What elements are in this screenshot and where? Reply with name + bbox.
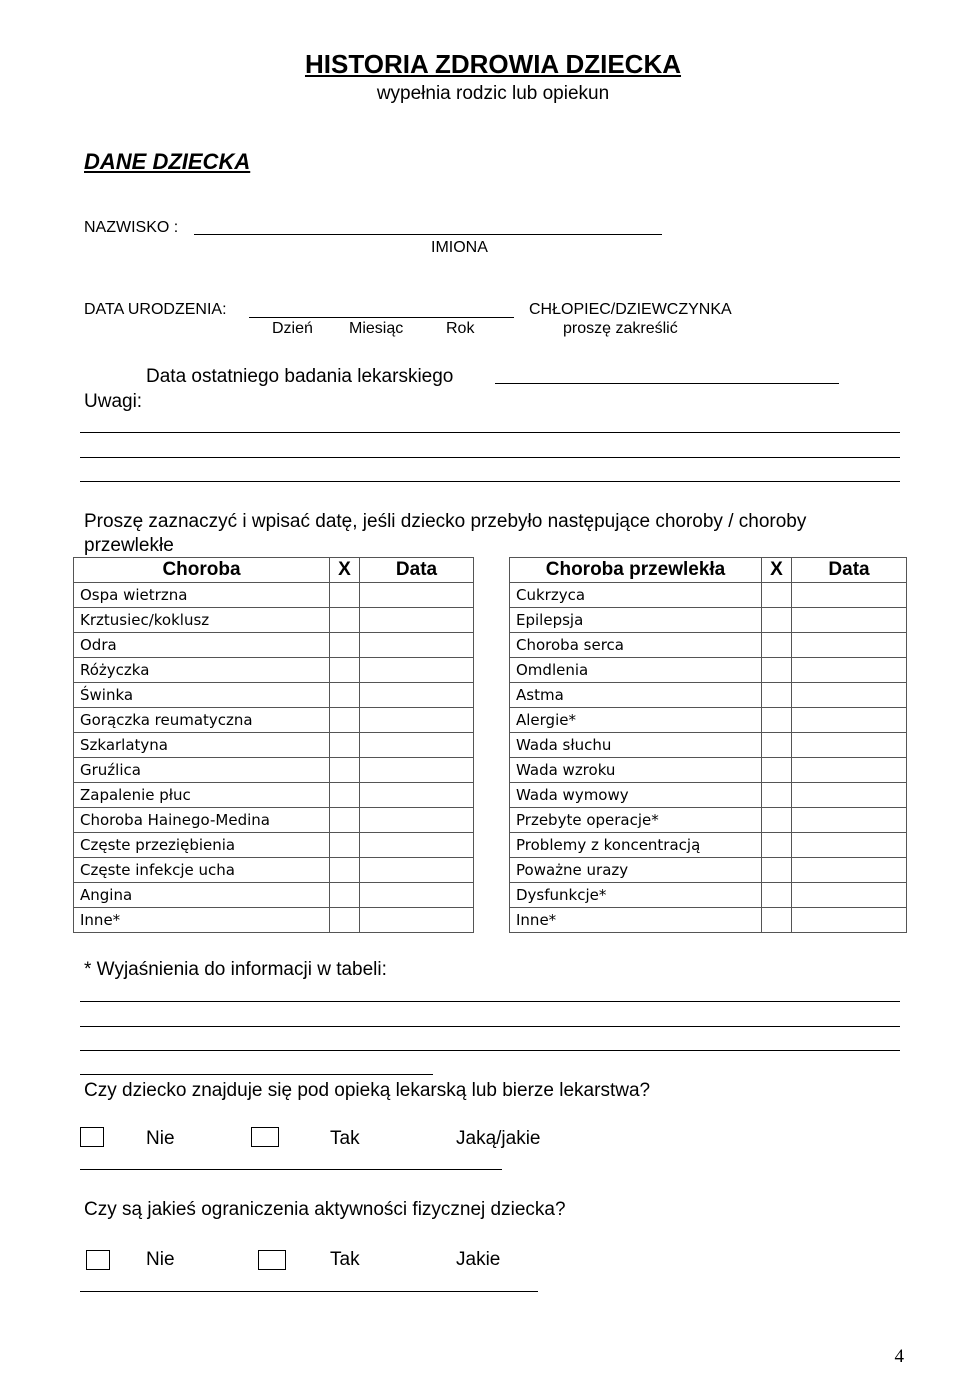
page-number: 4: [894, 1346, 904, 1367]
disease-check-cell[interactable]: [762, 633, 792, 658]
disease-check-cell[interactable]: [330, 783, 360, 808]
q1-which-label: Jaką/jakie: [456, 1128, 541, 1149]
disease-check-cell[interactable]: [762, 758, 792, 783]
table-row: [510, 908, 907, 933]
disease-check-cell[interactable]: [330, 608, 360, 633]
disease-check-cell[interactable]: [762, 833, 792, 858]
cross-out-hint: proszę zakreślić: [563, 320, 678, 337]
disease-date-cell[interactable]: [360, 658, 474, 683]
table-row: [74, 708, 474, 733]
diseases-table: [73, 557, 474, 933]
header-disease: Choroba: [74, 558, 330, 583]
q1-no-label: Nie: [146, 1128, 175, 1149]
instructions-line-2: przewlekłe: [84, 535, 174, 556]
disease-date-cell[interactable]: [792, 883, 907, 908]
month-label: Miesiąc: [349, 320, 404, 337]
disease-name: Wada wzroku: [510, 758, 762, 783]
table-row: [74, 858, 474, 883]
instructions-line-1: Proszę zaznaczyć i wpisać datę, jeśli dziecko przebyło następujące choroby / choroby: [84, 511, 807, 532]
chronic-diseases-table: [509, 557, 907, 933]
header-check: X: [762, 558, 792, 583]
disease-date-cell[interactable]: [792, 683, 907, 708]
disease-date-cell[interactable]: [360, 733, 474, 758]
disease-date-cell[interactable]: [360, 783, 474, 808]
disease-name: Angina: [74, 883, 330, 908]
table-row: [74, 608, 474, 633]
question-medical-care: Czy dziecko znajduje się pod opieką lekarską lub bierze lekarstwa?: [84, 1080, 651, 1101]
disease-name: Świnka: [74, 683, 330, 708]
disease-check-cell[interactable]: [762, 858, 792, 883]
disease-name: Częste przeziębienia: [74, 833, 330, 858]
table-row: [510, 733, 907, 758]
disease-check-cell[interactable]: [762, 708, 792, 733]
disease-date-cell[interactable]: [792, 783, 907, 808]
table-row: [74, 883, 474, 908]
notes-line-2[interactable]: [80, 457, 900, 458]
q2-yes-label: Tak: [330, 1249, 360, 1270]
disease-date-cell[interactable]: [792, 808, 907, 833]
page-title: HISTORIA ZDROWIA DZIECKA: [304, 49, 682, 79]
table-row: [74, 758, 474, 783]
table-row: [74, 583, 474, 608]
day-label: Dzień: [272, 320, 313, 337]
disease-name: Gruźlica: [74, 758, 330, 783]
explanations-label: * Wyjaśnienia do informacji w tabeli:: [84, 959, 387, 980]
table-row: [510, 633, 907, 658]
disease-check-cell[interactable]: [330, 633, 360, 658]
q1-details-line[interactable]: [80, 1169, 502, 1170]
disease-check-cell[interactable]: [762, 733, 792, 758]
table-row: [510, 708, 907, 733]
disease-check-cell[interactable]: [762, 658, 792, 683]
disease-date-cell[interactable]: [360, 683, 474, 708]
disease-check-cell[interactable]: [330, 758, 360, 783]
table-row: [510, 658, 907, 683]
disease-date-cell[interactable]: [360, 608, 474, 633]
table-row: [74, 658, 474, 683]
disease-name: Astma: [510, 683, 762, 708]
disease-date-cell[interactable]: [792, 608, 907, 633]
disease-name: Wada słuchu: [510, 733, 762, 758]
table-row: [74, 733, 474, 758]
q2-which-label: Jakie: [456, 1249, 501, 1270]
disease-date-cell[interactable]: [360, 633, 474, 658]
disease-date-cell[interactable]: [360, 583, 474, 608]
disease-date-cell[interactable]: [792, 658, 907, 683]
disease-check-cell[interactable]: [330, 583, 360, 608]
disease-date-cell[interactable]: [360, 833, 474, 858]
q2-no-checkbox[interactable]: [86, 1250, 110, 1270]
disease-date-cell[interactable]: [792, 583, 907, 608]
surname-field[interactable]: [194, 234, 662, 235]
q2-yes-checkbox[interactable]: [258, 1250, 286, 1270]
table-row: [510, 783, 907, 808]
disease-check-cell[interactable]: [330, 833, 360, 858]
disease-name: Inne*: [510, 908, 762, 933]
disease-check-cell[interactable]: [762, 683, 792, 708]
header-date: Data: [792, 558, 907, 583]
disease-name: Gorączka reumatyczna: [74, 708, 330, 733]
disease-check-cell[interactable]: [762, 908, 792, 933]
disease-date-cell[interactable]: [792, 708, 907, 733]
disease-name: Ospa wietrzna: [74, 583, 330, 608]
header-date: Data: [360, 558, 474, 583]
table-row: [510, 683, 907, 708]
disease-name: Alergie*: [510, 708, 762, 733]
disease-date-cell[interactable]: [792, 908, 907, 933]
birthdate-label: DATA URODZENIA:: [84, 301, 227, 318]
disease-check-cell[interactable]: [762, 783, 792, 808]
notes-label: Uwagi:: [84, 391, 143, 412]
disease-name: Szkarlatyna: [74, 733, 330, 758]
q2-no-label: Nie: [146, 1249, 175, 1270]
disease-name: Problemy z koncentracją: [510, 833, 762, 858]
table-row: [510, 583, 907, 608]
disease-name: Przebyte operacje*: [510, 808, 762, 833]
table-row: [74, 683, 474, 708]
disease-check-cell[interactable]: [762, 608, 792, 633]
disease-name: Poważne urazy: [510, 858, 762, 883]
disease-date-cell[interactable]: [360, 858, 474, 883]
table-row: [74, 783, 474, 808]
disease-date-cell[interactable]: [360, 908, 474, 933]
disease-name: Krztusiec/koklusz: [74, 608, 330, 633]
disease-date-cell[interactable]: [792, 633, 907, 658]
table-row: [74, 908, 474, 933]
disease-date-cell[interactable]: [360, 883, 474, 908]
notes-line-1[interactable]: [80, 432, 900, 433]
table-row: [74, 633, 474, 658]
page-subtitle: wypełnia rodzic lub opiekun: [376, 83, 610, 104]
disease-date-cell[interactable]: [792, 733, 907, 758]
table-row: [74, 808, 474, 833]
table-row: [510, 808, 907, 833]
disease-name: Częste infekcje ucha: [74, 858, 330, 883]
disease-check-cell[interactable]: [330, 808, 360, 833]
disease-name: Zapalenie płuc: [74, 783, 330, 808]
disease-name: Wada wymowy: [510, 783, 762, 808]
question-physical-limits: Czy są jakieś ograniczenia aktywności fizycznej dziecka?: [84, 1199, 566, 1220]
disease-check-cell[interactable]: [330, 883, 360, 908]
disease-date-cell[interactable]: [360, 708, 474, 733]
last-exam-field[interactable]: [495, 383, 839, 384]
disease-name: Epilepsja: [510, 608, 762, 633]
table-row: [510, 858, 907, 883]
disease-check-cell[interactable]: [330, 708, 360, 733]
last-exam-label: Data ostatniego badania lekarskiego: [146, 366, 454, 387]
disease-check-cell[interactable]: [330, 908, 360, 933]
header-chronic-disease: Choroba przewlekła: [510, 558, 762, 583]
disease-name: Choroba Hainego-Medina: [74, 808, 330, 833]
sex-label[interactable]: CHŁOPIEC/DZIEWCZYNKA: [529, 301, 732, 318]
table-row: [510, 758, 907, 783]
names-label: IMIONA: [431, 239, 488, 256]
table-row: [510, 833, 907, 858]
disease-name: Inne*: [74, 908, 330, 933]
year-label: Rok: [446, 320, 475, 337]
disease-name: Odra: [74, 633, 330, 658]
disease-check-cell[interactable]: [762, 883, 792, 908]
explanations-line-1[interactable]: [80, 1001, 900, 1002]
disease-date-cell[interactable]: [360, 758, 474, 783]
birthdate-field[interactable]: [249, 317, 514, 318]
disease-date-cell[interactable]: [360, 808, 474, 833]
disease-name: Choroba serca: [510, 633, 762, 658]
table-row: [510, 883, 907, 908]
q1-yes-label: Tak: [330, 1128, 360, 1149]
disease-check-cell[interactable]: [762, 583, 792, 608]
disease-check-cell[interactable]: [330, 658, 360, 683]
disease-date-cell[interactable]: [792, 758, 907, 783]
surname-label: NAZWISKO :: [84, 219, 179, 236]
explanations-line-2[interactable]: [80, 1026, 900, 1027]
disease-name: Omdlenia: [510, 658, 762, 683]
disease-date-cell[interactable]: [792, 833, 907, 858]
notes-line-3[interactable]: [80, 481, 900, 482]
header-check: X: [330, 558, 360, 583]
q1-no-checkbox[interactable]: [80, 1127, 104, 1147]
explanations-line-4[interactable]: [80, 1074, 433, 1075]
disease-name: Różyczka: [74, 658, 330, 683]
disease-date-cell[interactable]: [792, 858, 907, 883]
table-row: [510, 608, 907, 633]
q1-yes-checkbox[interactable]: [251, 1127, 279, 1147]
disease-name: Cukrzyca: [510, 583, 762, 608]
table-row: [74, 833, 474, 858]
disease-check-cell[interactable]: [330, 733, 360, 758]
disease-check-cell[interactable]: [330, 858, 360, 883]
disease-name: Dysfunkcje*: [510, 883, 762, 908]
disease-check-cell[interactable]: [762, 808, 792, 833]
disease-check-cell[interactable]: [330, 683, 360, 708]
explanations-line-3[interactable]: [80, 1050, 900, 1051]
section-title: DANE DZIECKA: [84, 149, 251, 174]
q2-details-line[interactable]: [80, 1291, 538, 1292]
